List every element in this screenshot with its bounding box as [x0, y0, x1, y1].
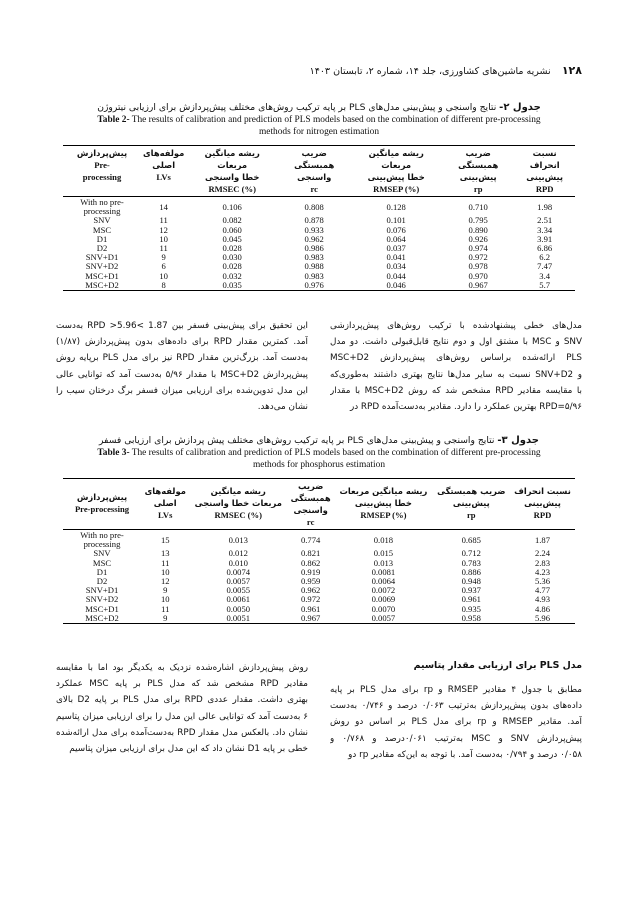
table-cell: 0.082 [222, 215, 242, 226]
row-label-cell: MSC+D1 [85, 603, 119, 614]
table-cell: 0.926 [468, 233, 488, 244]
table-cell: 0.010 [228, 557, 248, 568]
table3-caption-en-2: methods for phosphorus estimation [252, 459, 386, 470]
table-cell: 0.0055 [226, 585, 251, 596]
table-cell: 4.86 [534, 603, 551, 614]
table3-caption [56, 434, 582, 471]
table-cell: 0.878 [304, 215, 324, 226]
table-row [63, 281, 575, 291]
table-cell: 6.2 [539, 252, 551, 263]
table-cell: 0.0072 [371, 585, 396, 596]
paragraph-line: روش پیش‌پردازش اشاره‌شده نزدیک به یکدیگر بود اما با مقایسه [56, 663, 308, 673]
table2-caption-fa: نتایج واسنجی و پیش‌بینی مدل‌های PLS بر پایه ترکیب روش‌های مختلف پیش‌پردازش برای ارزیابی نیتروژن [97, 102, 500, 113]
table-cell: 0.028 [222, 243, 242, 254]
page-number: ۱۲۸ [561, 64, 582, 77]
table-cell: 11 [159, 243, 168, 254]
row-label-cell: SNV+D2 [85, 261, 119, 272]
table-cell: 10 [160, 566, 170, 577]
table-cell: 0.976 [278, 281, 350, 291]
table-cell: 0.041 [386, 252, 406, 263]
table3-caption-fa: نتایج واسنجی و پیش‌بینی مدل‌های PLS بر پایه ترکیب روش‌های مختلف پیش پردازش برای ارزیابی فسفر [98, 435, 498, 446]
table-cell: 3.4 [539, 270, 551, 281]
table-cell: 0.128 [386, 201, 406, 212]
table2-col-rmsec: ریشه میانگین مربعات خطا واسنجی RMSEC (%) [186, 146, 278, 197]
table-cell: 0.064 [386, 233, 406, 244]
table3-col-lvs: مولفه‌های اصلی LVs [141, 479, 189, 530]
row-label-cell: SNV [93, 215, 111, 226]
table3-caption-fa-label: جدول ۳- [497, 435, 539, 446]
table2-caption-en-1: The results of calibration and prediction of PLS models based on the combination of different pre-processing [129, 115, 541, 125]
table-cell: 5.7 [514, 281, 575, 291]
table2-col-lvs: مولفه‌های اصلی LVs [141, 146, 186, 197]
table-cell: 0.959 [300, 576, 321, 587]
table-cell: 6 [161, 261, 166, 272]
row-label-cell: SNV [93, 548, 111, 559]
table-cell: 10 [160, 594, 170, 605]
table-cell: 0.101 [386, 215, 406, 226]
table-cell: 0.961 [300, 603, 321, 614]
table-cell: 0.986 [304, 243, 324, 254]
paragraph-line: داده‌های بدون پیش‌پردازش به‌ترتیب ۰/۰۶۳ درصد و ۰/۷۴۶ به‌دست [330, 701, 582, 712]
table-cell: 0.034 [386, 261, 406, 272]
table-cell: 0.018 [373, 534, 394, 545]
table-cell: 0.983 [304, 252, 324, 263]
journal-title: نشریه ماشین‌های کشاورزی، جلد ۱۴، شماره ۲، تابستان ۱۴۰۳ [309, 66, 551, 77]
table-cell: 0.795 [468, 215, 488, 226]
table-cell: 3.34 [537, 224, 553, 235]
table-cell: 0.046 [350, 281, 442, 291]
row-label-cell: D2 [96, 576, 108, 587]
table-cell: 4.77 [534, 585, 551, 596]
table-cell: 0.035 [186, 281, 278, 291]
paragraph-line: بهتری داشت. مقدار عددی RPD برای مدل PLS بر پایه D2 بالای [56, 695, 308, 706]
table3-col-rmsep: ریشه میانگین مربعات خطا پیش‌بینی RMSEP (%) [334, 479, 432, 530]
table3-header-row [63, 479, 575, 530]
table-cell: 11 [161, 603, 170, 614]
table3-col-rmsec: ریشه میانگین مربعات خطا واسنجی RMSEC (%) [189, 479, 287, 530]
table2-col-rc: ضریب همبستگی واسنجی rc [278, 146, 350, 197]
table3-col-rc: ضریب همبستگی واسنجی rc [287, 479, 334, 530]
table2-caption [56, 101, 582, 138]
table-cell: 0.983 [304, 270, 324, 281]
table-cell: 2.83 [534, 557, 551, 568]
table-cell: 0.974 [468, 243, 488, 254]
table-cell: 0.013 [228, 534, 248, 545]
paragraph-line: RPD=۵/۹۶ بهترین عملکرد را دارد. مقادیر به‌دست‌آمده RPD در [349, 402, 582, 413]
table-cell: 0.948 [461, 576, 481, 587]
table-cell: 0.967 [287, 614, 334, 624]
table3-caption-en-1: The results of calibration and prediction of PLS models based on the combination of different pre-processing [129, 448, 541, 458]
table-cell: 2.24 [534, 548, 551, 559]
table-cell: 0.933 [304, 224, 324, 235]
table-cell: 0.862 [300, 557, 321, 568]
table-cell: 12 [160, 576, 170, 587]
table2-col-rmsep: ریشه میانگین مربعات خطا پیش‌بینی RMSEP (%) [350, 146, 442, 197]
paragraph-line: نشان داد. بالعکس مدل مقدار RPD به‌دست‌آمده برای مدل ارائه‌شده [56, 727, 308, 738]
table2-header-row [63, 146, 575, 197]
table3-col-rpd: نسبت انحراف پیش‌بینی RPD [510, 479, 575, 530]
table-cell: 9 [141, 614, 189, 624]
table-cell: 0.937 [461, 585, 481, 596]
table-cell: 0.958 [433, 614, 510, 624]
table-cell: 0.0070 [371, 603, 396, 614]
table-cell: 0.886 [461, 566, 481, 577]
row-label-cell: MSC+D1 [85, 270, 119, 281]
row-label-cell: MSC [92, 557, 112, 568]
table-cell: 0.0081 [371, 566, 396, 577]
table-cell: 0.060 [222, 224, 242, 235]
paragraph-line: پیش‌پردازش SNV و MSC به‌ترتیب ۰/۰۶۱درصد و ۰/۷۶۸ و [330, 733, 582, 744]
table-cell: 0.013 [373, 557, 394, 568]
table-row [63, 614, 575, 624]
row-label-cell: D1 [96, 233, 108, 244]
table-cell: 0.712 [461, 548, 481, 559]
table-cell: 0.970 [468, 270, 488, 281]
table-cell: 5.36 [534, 576, 551, 587]
paragraph-line: به‌دست آمد. بزرگ‌ترین مقدار RPD نیز برای مدل PLS برپایه روش [56, 353, 308, 364]
table-row [63, 197, 575, 217]
table-cell: 3.91 [537, 233, 553, 244]
row-label-cell: MSC+D2 [63, 281, 141, 291]
table-cell: 0.0051 [189, 614, 287, 624]
table-cell: 0.106 [222, 201, 242, 212]
row-label-cell: SNV+D1 [85, 252, 119, 263]
table-cell: 8 [141, 281, 186, 291]
paragraph-line: این تحقیق برای پیش‌بینی فسفر بین 1.87 >RPD >5.96 به‌دست [56, 321, 308, 331]
paragraph-left-2 [56, 660, 308, 757]
table-cell: 0.919 [300, 566, 321, 577]
table-cell: 0.015 [373, 548, 394, 559]
table-cell: 0.0064 [371, 576, 396, 587]
table-cell: 0.044 [386, 270, 406, 281]
table-cell: 6.86 [537, 243, 553, 254]
table3-col-rp: ضریب همبستگی پیش‌بینی rp [433, 479, 510, 530]
table-cell: 10 [159, 270, 168, 281]
table-cell: 0.037 [386, 243, 406, 254]
table-cell: 0.0050 [226, 603, 251, 614]
paragraph-right-2 [330, 682, 582, 763]
table-cell: 0.012 [228, 548, 248, 559]
table-cell: 4.23 [534, 566, 551, 577]
row-label-cell: SNV+D2 [85, 594, 119, 605]
paragraph-line: مطابق با جدول ۴ مقادیر RMSEP و rp برای مدل PLS بر پایه [330, 685, 582, 695]
table-cell: 0.710 [468, 201, 488, 212]
table3-col-preprocessing: پیش‌پردازش Pre-processing [63, 479, 141, 530]
paragraph-line: SNV و MSC با مشتق اول و دوم نتایج قابل‌قبولی داشت. دو مدل [330, 337, 582, 348]
table-cell: 0.961 [461, 594, 481, 605]
table-cell: 10 [159, 233, 168, 244]
row-label-cell: MSC [92, 224, 112, 235]
paragraph-line: پیش‌پردازش MSC+D2 با مقدار ۵/۹۶ به‌دست آمد که توانایی عالی [56, 369, 308, 380]
table-cell: 11 [161, 557, 170, 568]
table-cell: 0.988 [304, 261, 324, 272]
table-cell: 0.972 [468, 252, 488, 263]
table2-col-rp: ضریب همبستگی پیش‌بینی rp [442, 146, 514, 197]
table-cell: 9 [161, 252, 166, 263]
table-cell: 1.87 [534, 534, 551, 545]
paragraph-right-1 [330, 318, 582, 415]
table2-caption-en-label: Table 2- [97, 115, 130, 125]
row-label-cell: SNV+D1 [85, 585, 119, 596]
paragraph-line: خطی بر پایه D1 نشان داد که این مدل برای ارزیابی میزان پتاسیم [69, 744, 308, 755]
table-cell: 9 [163, 585, 168, 596]
row-label-cell: D2 [96, 243, 108, 254]
table2 [63, 145, 575, 291]
table-cell: 0.978 [468, 261, 488, 272]
table-cell: 0.685 [461, 534, 481, 545]
paragraph-line: مقادیر RPD مشخص شد که مدل PLS بر پایه MSC عملکرد [56, 679, 308, 690]
table-cell: 0.962 [300, 585, 321, 596]
table-cell: 15 [160, 534, 170, 545]
paragraph-line: این مدل تدوین‌شده برای ارزیابی میزان فسفر برگ درختان سیب را [56, 385, 308, 396]
table-cell: 0.808 [304, 201, 324, 212]
row-label-cell: MSC+D2 [63, 614, 141, 624]
table-cell: 14 [159, 201, 168, 212]
table-cell: 0.774 [300, 534, 321, 545]
paragraph-line: PLS ارائه‌شده براساس روش‌های پیش‌پردازش MSC+D2 [330, 353, 582, 364]
table-cell: 1.98 [537, 201, 553, 212]
table-cell: 12 [159, 224, 168, 235]
row-label-cell: With no pre-processing [80, 197, 124, 217]
table2-caption-en-2: methods for nitrogen estimation [258, 126, 380, 137]
table-cell: 0.821 [300, 548, 321, 559]
table-row [63, 530, 575, 550]
table3 [63, 478, 575, 624]
paragraph-line: ۶ به‌دست آمد که توانایی عالی این مدل را برای ارزیابی میزان پتاسیم [56, 711, 308, 722]
table-cell: 0.076 [386, 224, 406, 235]
table-cell: 0.028 [222, 261, 242, 272]
table-cell: 2.51 [537, 215, 553, 226]
table-cell: 5.96 [510, 614, 575, 624]
row-label-cell: D1 [96, 566, 108, 577]
table-cell: 0.0069 [371, 594, 396, 605]
table-cell: 0.890 [468, 224, 488, 235]
paragraph-line: آمد. کمترین مقدار RPD برای داده‌های بدون پیش‌پردازش (۱/۸۷) [56, 337, 308, 348]
paragraph-line: با مقایسه مقادیر RPD مشخص شد که روش MSC+D2 با مقدار [330, 385, 582, 396]
table-cell: 0.972 [300, 594, 321, 605]
table-cell: 7.47 [537, 261, 553, 272]
row-label-cell: With no pre-processing [80, 530, 124, 550]
paragraph-line: ۰/۰۵۸ درصد و ۰/۷۹۴ به‌دست آمد. با توجه به این‌که مقادیر rp دو [348, 749, 582, 760]
table2-col-preprocessing: پیش‌پردازش Pre- processing [63, 146, 141, 197]
table-cell: 0.0057 [226, 576, 251, 587]
paragraph-line: آمد. مقادیر RMSEP و rp برای مدل PLS بر اساس دو روش [330, 717, 582, 728]
paragraph-line: نشان می‌دهد. [257, 402, 308, 413]
table-cell: 0.030 [222, 252, 242, 263]
table2-col-rpd: نسبت انحراف پیش‌بینی RPD [514, 146, 575, 197]
paragraph-line: و SNV+D2 نسبت به سایر مدل‌ها نتایج بهتری داشتند به‌طوری‌که [330, 369, 582, 380]
table-cell: 0.783 [461, 557, 481, 568]
table-cell: 13 [160, 548, 170, 559]
table-cell: 0.045 [222, 233, 242, 244]
table-cell: 0.0061 [226, 594, 251, 605]
section-subheading: مدل PLS برای ارزیابی مقدار پتاسیم [413, 660, 582, 671]
table-cell: 0.935 [461, 603, 481, 614]
table-cell: 0.0074 [226, 566, 251, 577]
running-header [56, 64, 582, 80]
paragraph-left-1 [56, 318, 308, 415]
table-cell: 0.0057 [334, 614, 432, 624]
table-cell: 0.967 [442, 281, 514, 291]
table-cell: 0.962 [304, 233, 324, 244]
table-cell: 11 [159, 215, 168, 226]
paragraph-line: مدل‌های خطی پیشنهادشده با ترکیب روش‌های پیش‌پردازشی [330, 321, 582, 331]
table3-caption-en-label: Table 3- [97, 448, 130, 458]
table-cell: 0.032 [222, 270, 242, 281]
table2-caption-fa-label: جدول ۲- [499, 102, 541, 113]
table-cell: 4.93 [534, 594, 551, 605]
